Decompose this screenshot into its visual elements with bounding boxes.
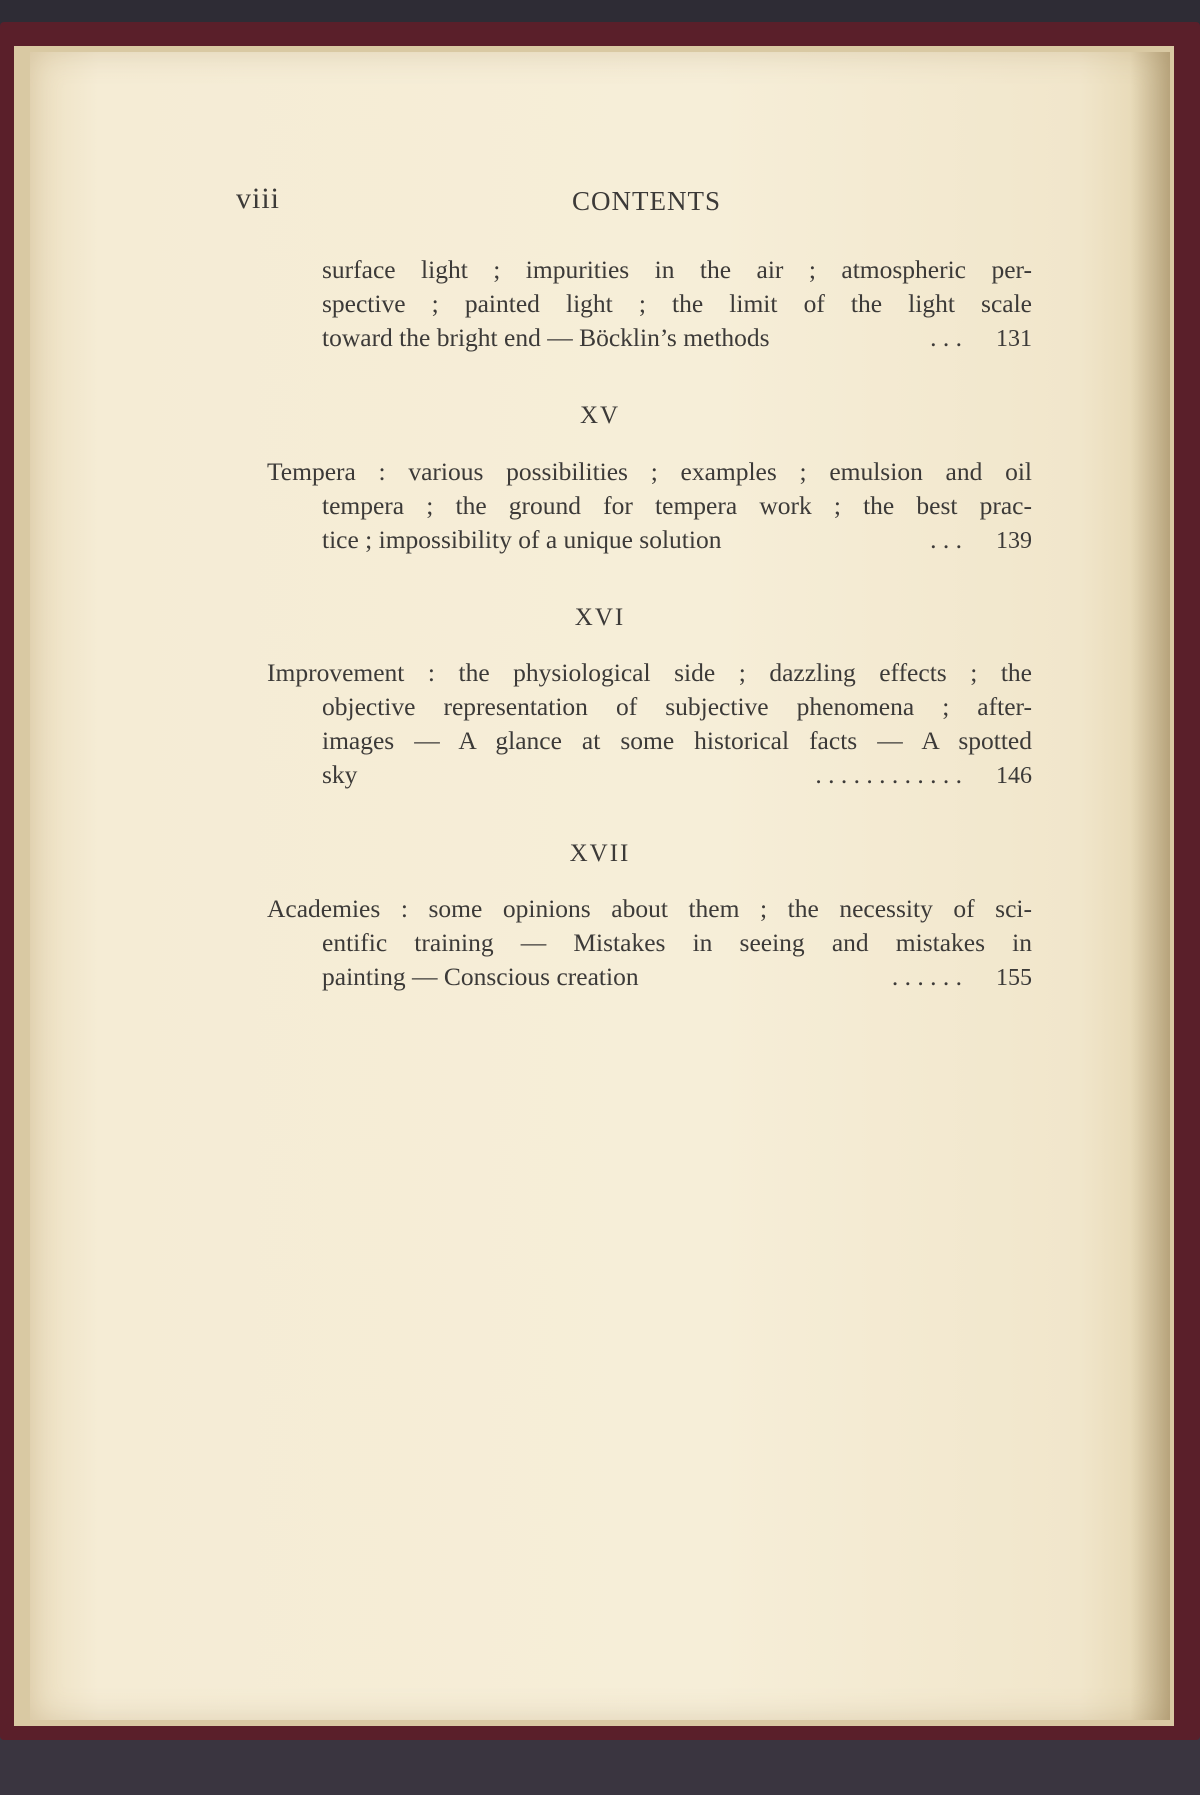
chapter-numeral: XV — [579, 402, 621, 429]
page-number: 146 — [996, 763, 1032, 789]
entry-line: Tempera : various possibilities ; examples ; emulsion and oil — [267, 457, 1032, 486]
entry-line: sky — [322, 760, 358, 789]
entry-line: objective representation of subjective phenomena ; after- — [322, 692, 1032, 721]
entry-line: Improvement : the physiological side ; dazzling effects ; the — [267, 658, 1032, 687]
entry-line: spective ; painted light ; the limit of the light scale — [322, 289, 1032, 318]
entry-line: toward the bright end — Böcklin’s methods — [322, 323, 770, 352]
entry-line: tempera ; the ground for tempera work ; the best prac- — [322, 491, 1032, 520]
entry-last-line — [267, 321, 1032, 355]
entry-last-line — [267, 960, 1032, 994]
dot-leader: . . . — [930, 525, 962, 554]
toc-entry — [267, 892, 1032, 994]
entry-last-line — [267, 758, 1032, 792]
dot-leader: . . . . . . — [891, 962, 962, 991]
entry-line: painting — Conscious creation — [322, 962, 639, 991]
gutter-shadow — [1130, 52, 1170, 1720]
chapter-numeral: XVII — [569, 840, 631, 867]
entry-line: surface light ; impurities in the air ; atmospheric per- — [322, 255, 1032, 284]
page-folio: viii — [236, 182, 281, 215]
entry-last-line — [267, 523, 1032, 557]
entry-line: images — A glance at some historical facts — A spotted — [322, 726, 1032, 755]
chapter-numeral: XVI — [574, 604, 626, 631]
page-number: 139 — [996, 528, 1032, 554]
entry-line: Academies : some opinions about them ; the necessity of sci- — [267, 894, 1032, 923]
toc-entry — [267, 656, 1032, 792]
page-number: 131 — [996, 326, 1032, 352]
dot-leader: . . . — [930, 323, 962, 352]
running-head: CONTENTS — [572, 186, 721, 216]
toc-entry — [267, 455, 1032, 557]
entry-line: entific training — Mistakes in seeing and mistakes in — [322, 928, 1032, 957]
page-number: 155 — [996, 965, 1032, 991]
toc-entry — [267, 253, 1032, 355]
dot-leader: . . . . . . . . . . . . — [815, 760, 962, 789]
entry-line: tice ; impossibility of a unique solution — [322, 525, 722, 554]
